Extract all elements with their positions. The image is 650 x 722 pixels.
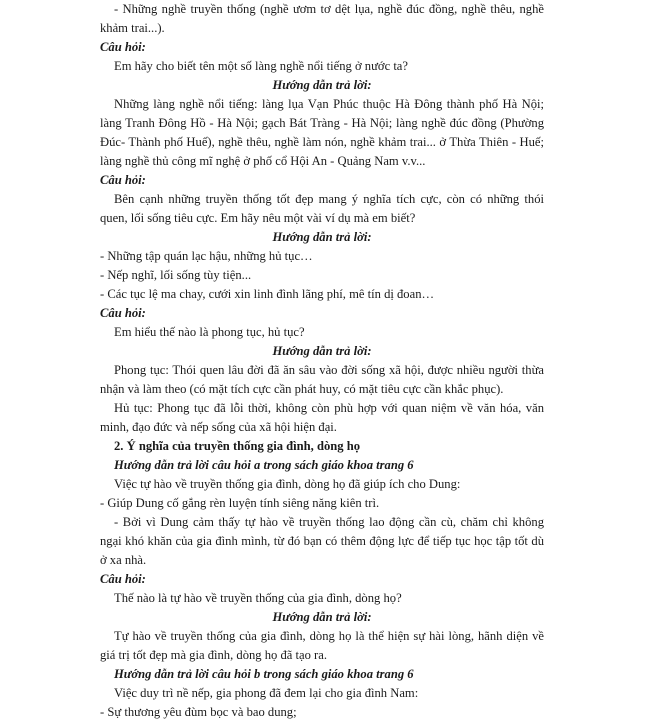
question-label: Câu hỏi: [100,40,146,54]
answer-bullet: - Nếp nghĩ, lối sống tùy tiện... [100,268,252,282]
answer-guide-label: Hướng dẫn trả lời: [272,230,372,244]
question-label: Câu hỏi: [100,572,146,586]
answer-bullet: - Sự thương yêu đùm bọc và bao dung; [100,705,297,719]
answer-text: Hủ tục: Phong tục đã lỗi thời, không còn phù hợp với quan niệm về văn hóa, văn minh, đạo đức và nếp sống của xã hội hiện đại. [100,401,544,434]
paragraph: Việc duy trì nề nếp, gia phong đã đem lại cho gia đình Nam: [114,686,419,700]
paragraph: - Những nghề truyền thống (nghề ươm tơ dệt lụa, nghề đúc đồng, nghề thêu, nghề khảm trai...). [100,2,544,35]
question-text: Em hãy cho biết tên một số làng nghề nổi tiếng ở nước ta? [114,59,408,73]
answer-bullet: - Các tục lệ ma chay, cưới xin linh đình lãng phí, mê tín dị đoan… [100,287,435,301]
answer-text: Những làng nghề nổi tiếng: làng lụa Vạn Phúc thuộc Hà Đông thành phố Hà Nội; làng Tranh Đông Hồ - Hà Nội; gạch Bát Tràng - Hà Nội; làng nghề đúc đồng (Phường Đúc- Thành phố Huế), nghề thêu, nghề làm nón, nghề khảm trai... ở Thừa Thiên - Huế; làng nghề thủ công mĩ nghệ ở phố cổ Hội An - Quảng Nam v.v... [100,97,544,168]
question-text: Em hiểu thế nào là phong tục, hủ tục? [114,325,305,339]
textbook-guide-heading: Hướng dẫn trả lời câu hỏi a trong sách giáo khoa trang 6 [114,458,414,472]
question-label: Câu hỏi: [100,306,146,320]
answer-text: Phong tục: Thói quen lâu đời đã ăn sâu vào đời sống xã hội, được nhiều người thừa nhận và làm theo (có mặt tích cực cần phát huy, có mặt tiêu cực cần khắc phục). [100,363,544,396]
answer-bullet: - Bởi vì Dung cảm thấy tự hào về truyền thống lao động cần cù, chăm chỉ không ngại khó khăn của gia đình mình, từ đó bạn có thêm động lực để tiếp tục học tập tốt dù ở xa nhà. [100,515,544,567]
paragraph: Việc tự hào về truyền thống gia đình, dòng họ đã giúp ích cho Dung: [114,477,461,491]
question-label: Câu hỏi: [100,173,146,187]
answer-bullet: - Giúp Dung cố gắng rèn luyện tính siêng năng kiên trì. [100,496,380,510]
answer-guide-label: Hướng dẫn trả lời: [272,78,372,92]
answer-guide-label: Hướng dẫn trả lời: [272,344,372,358]
question-text: Thế nào là tự hào về truyền thống của gia đình, dòng họ? [114,591,402,605]
section-heading: 2. Ý nghĩa của truyền thống gia đình, dòng họ [114,439,360,453]
answer-bullet: - Những tập quán lạc hậu, những hủ tục… [100,249,313,263]
answer-text: Tự hào về truyền thống của gia đình, dòng họ là thể hiện sự hài lòng, hãnh diện về giá trị tốt đẹp mà gia đình, dòng họ đã tạo ra. [100,629,544,662]
answer-guide-label: Hướng dẫn trả lời: [272,610,372,624]
textbook-guide-heading: Hướng dẫn trả lời câu hỏi b trong sách giáo khoa trang 6 [114,667,414,681]
question-text: Bên cạnh những truyền thống tốt đẹp mang ý nghĩa tích cực, còn có những thói quen, lối sống tiêu cực. Em hãy nêu một vài ví dụ mà em biết? [100,192,544,225]
